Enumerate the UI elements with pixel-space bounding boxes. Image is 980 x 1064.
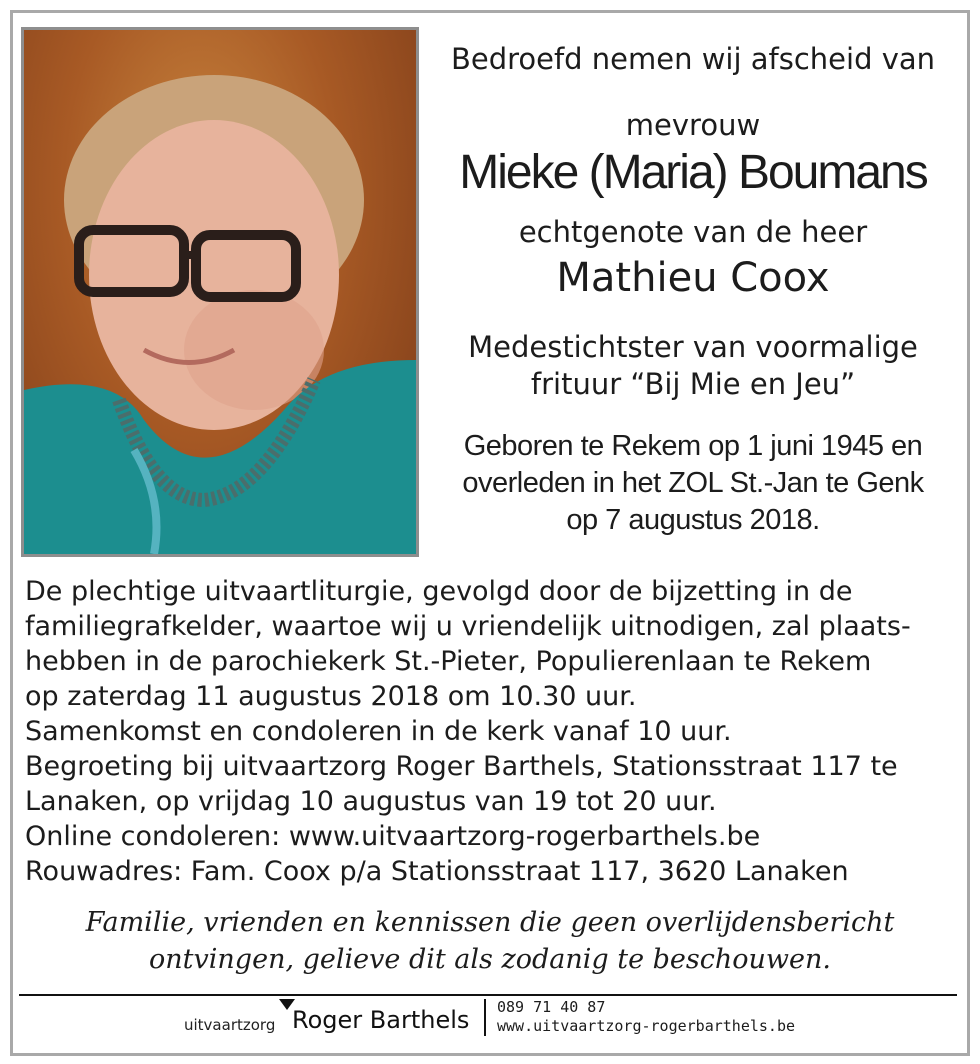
footer-phone: 089 71 40 87 [497,998,606,1016]
closing-line: Familie, vrienden en kennissen die geen overlijdensbericht [85,907,895,938]
detail-line: Begroeting bij uitvaartzorg Roger Barthels, Stationsstraat 117 te [25,751,898,782]
footer-logo-name: Roger Barthels [292,1006,470,1034]
detail-line: Online condoleren: www.uitvaartzorg-rogerbarthels.be [25,821,761,852]
footer-divider [19,994,957,996]
funeral-details [25,574,965,889]
role-line-2: frituur “Bij Mie en Jeu” [530,367,856,401]
footer-website[interactable]: www.uitvaartzorg-rogerbarthels.be [497,1017,796,1035]
footer-separator [484,999,486,1036]
role-line-1: Medestichtster van voormalige [468,330,918,364]
detail-line: familiegrafkelder, waartoe wij u vriendelijk uitnodigen, zal plaats- [25,611,911,642]
closing-line: ontvingen, gelieve dit als zodanig te beschouwen. [149,944,831,975]
honorific: mevrouw [625,108,761,142]
deceased-name: Mieke (Maria) Boumans [459,146,927,199]
detail-line: hebben in de parochiekerk St.-Pieter, Populierenlaan te Rekem [25,646,872,677]
life-line: op 7 augustus 2018. [566,504,820,536]
intro-text: Bedroefd nemen wij afscheid van [450,42,936,76]
life-line: overleden in het ZOL St.-Jan te Genk [462,467,924,499]
life-line: Geboren te Rekem op 1 juni 1945 en [463,430,923,462]
portrait-illustration [24,30,416,554]
portrait-photo [21,27,419,557]
footer-logo-prefix: uitvaartzorg [184,1016,276,1034]
life-dates [420,428,966,539]
detail-line: op zaterdag 11 augustus 2018 om 10.30 uur. [25,681,637,712]
spouse-intro: echtgenote van de heer [518,215,868,249]
detail-line: Samenkomst en condoleren in de kerk vanaf 10 uur. [25,716,732,747]
closing-note [20,904,960,978]
spouse-name: Mathieu Coox [556,255,830,301]
detail-line: Rouwadres: Fam. Coox p/a Stationsstraat 117, 3620 Lanaken [25,856,849,887]
detail-line: De plechtige uitvaartliturgie, gevolgd door de bijzetting in de [25,576,853,607]
detail-line: Lanaken, op vrijdag 10 augustus van 19 tot 20 uur. [25,786,717,817]
